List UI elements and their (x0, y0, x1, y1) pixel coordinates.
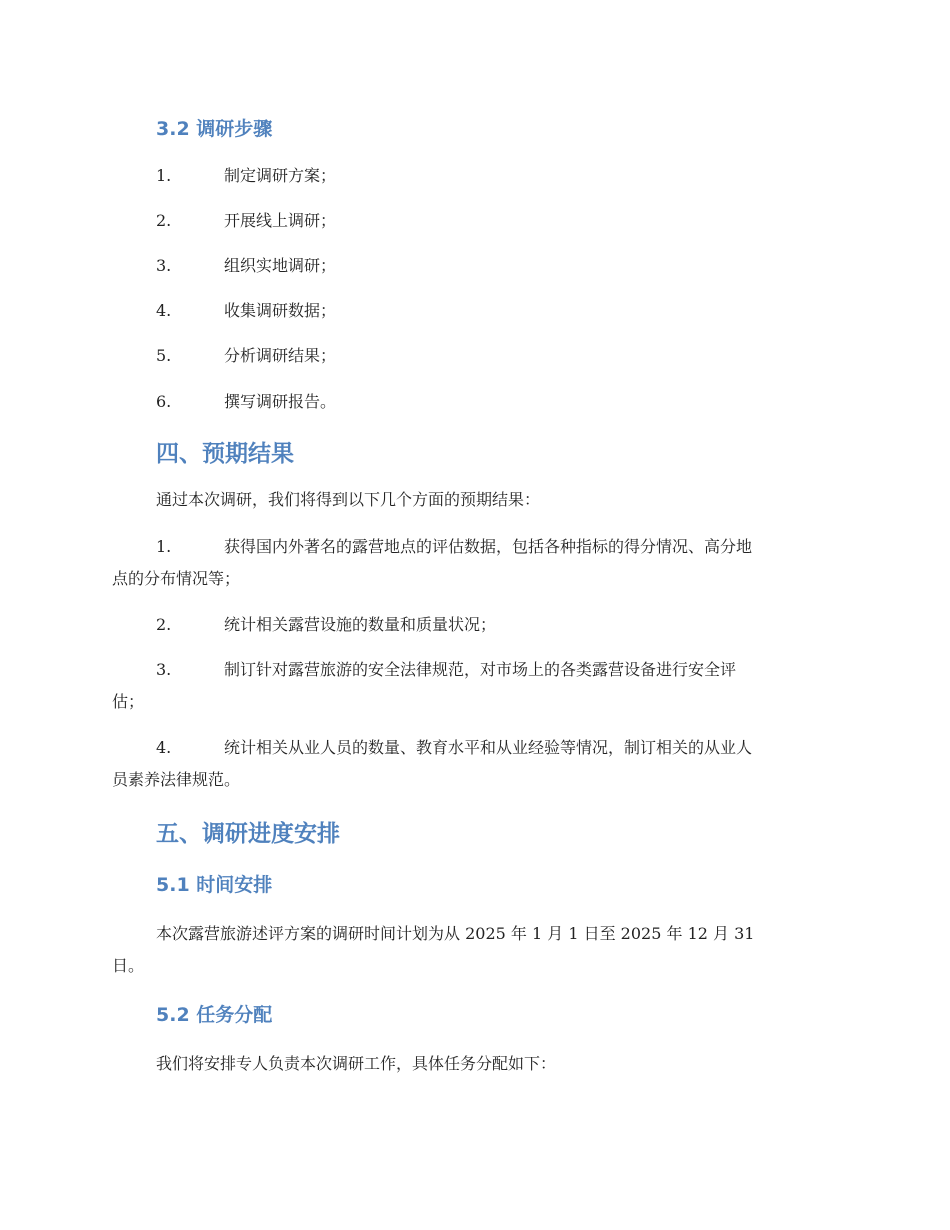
step-number: 6. (156, 392, 172, 411)
step-number: 5. (156, 346, 172, 365)
step-text: 制定调研方案； (224, 166, 337, 185)
schedule-text-line1: 本次露营旅游述评方案的调研时间计划为从 2025 年 1 月 1 日至 2025 年 12 月 31 (156, 924, 755, 943)
section-5-heading: 五、调研进度安排 (156, 821, 340, 847)
step-number: 3. (156, 256, 172, 275)
result-text-line1: 获得国内外著名的露营地点的评估数据，包括各种指标的得分情况、高分地 (224, 537, 753, 556)
step-number: 1. (156, 166, 172, 185)
section-5-1-heading: 5.1 时间安排 (156, 874, 273, 896)
section-4-heading: 四、预期结果 (156, 441, 294, 467)
result-text-line1: 制订针对露营旅游的安全法律规范，对市场上的各类露营设备进行安全评 (224, 660, 737, 679)
step-text: 收集调研数据； (224, 301, 337, 320)
step-number: 4. (156, 301, 172, 320)
step-text: 撰写调研报告。 (224, 392, 337, 411)
step-text: 分析调研结果； (224, 346, 337, 365)
result-text-line2: 估； (112, 692, 145, 711)
step-text: 组织实地调研； (224, 256, 337, 275)
section-3-2-heading: 3.2 调研步骤 (156, 118, 273, 140)
result-number: 2. (156, 615, 172, 634)
task-text-line1: 我们将安排专人负责本次调研工作，具体任务分配如下： (156, 1054, 557, 1073)
section-4-intro: 通过本次调研，我们将得到以下几个方面的预期结果： (156, 490, 541, 509)
section-5-2-heading: 5.2 任务分配 (156, 1004, 273, 1026)
step-number: 2. (156, 211, 172, 230)
schedule-text-line2: 日。 (112, 956, 145, 975)
result-text-line1: 统计相关露营设施的数量和质量状况； (224, 615, 497, 634)
result-text-line2: 员素养法律规范。 (112, 770, 241, 789)
result-number: 4. (156, 738, 172, 757)
result-number: 3. (156, 660, 172, 679)
result-text-line1: 统计相关从业人员的数量、教育水平和从业经验等情况，制订相关的从业人 (224, 738, 753, 757)
result-text-line2: 点的分布情况等； (112, 569, 241, 588)
step-text: 开展线上调研； (224, 211, 337, 230)
result-number: 1. (156, 537, 172, 556)
